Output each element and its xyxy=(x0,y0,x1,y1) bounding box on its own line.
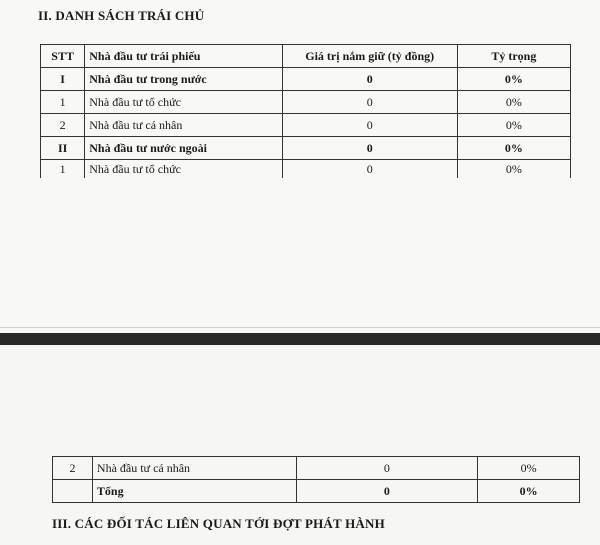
row-stt: 2 xyxy=(41,114,85,137)
row-value: 0 xyxy=(296,457,478,480)
row-share: 0% xyxy=(457,91,570,114)
row-investor: Nhà đầu tư cá nhân xyxy=(85,114,283,137)
row-stt xyxy=(53,480,93,503)
row-value: 0 xyxy=(282,137,457,160)
row-investor: Nhà đầu tư nước ngoài xyxy=(85,137,283,160)
table-row xyxy=(41,68,571,91)
header-stt: STT xyxy=(41,45,85,68)
header-value: Giá trị nắm giữ (tỷ đồng) xyxy=(282,45,457,68)
row-value: 0 xyxy=(282,91,457,114)
row-value: 0 xyxy=(282,68,457,91)
row-share: 0% xyxy=(457,114,570,137)
row-investor: Nhà đầu tư tổ chức xyxy=(85,91,283,114)
table-row xyxy=(41,137,571,160)
row-investor: Nhà đầu tư tổ chức xyxy=(85,160,283,179)
table-row xyxy=(41,114,571,137)
page-edge-line xyxy=(0,327,600,328)
row-share: 0% xyxy=(457,137,570,160)
row-value: 0 xyxy=(282,160,457,179)
row-investor: Tổng xyxy=(92,480,296,503)
row-stt: II xyxy=(41,137,85,160)
row-share: 0% xyxy=(478,457,580,480)
row-share: 0% xyxy=(457,160,570,179)
row-stt: I xyxy=(41,68,85,91)
page-break-band xyxy=(0,333,600,345)
table-row xyxy=(53,457,580,480)
section-ii-heading: II. DANH SÁCH TRÁI CHỦ xyxy=(38,8,205,23)
table-row-total xyxy=(53,480,580,503)
header-investor: Nhà đầu tư trái phiếu xyxy=(85,45,283,68)
row-stt: 2 xyxy=(53,457,93,480)
page-bottom xyxy=(0,345,600,545)
row-share: 0% xyxy=(457,68,570,91)
row-share: 0% xyxy=(478,480,580,503)
row-stt: 1 xyxy=(41,91,85,114)
bondholder-table-top xyxy=(40,44,571,178)
row-investor: Nhà đầu tư trong nước xyxy=(85,68,283,91)
table-row xyxy=(41,91,571,114)
bondholder-table-bottom xyxy=(52,456,580,503)
row-value: 0 xyxy=(296,480,478,503)
row-investor: Nhà đầu tư cá nhân xyxy=(92,457,296,480)
table-header-row xyxy=(41,45,571,68)
row-value: 0 xyxy=(282,114,457,137)
header-share: Tỷ trọng xyxy=(457,45,570,68)
row-stt: 1 xyxy=(41,160,85,179)
section-iii-heading: III. CÁC ĐỐI TÁC LIÊN QUAN TỚI ĐỢT PHÁT HÀNH xyxy=(52,516,385,531)
table-row xyxy=(41,160,571,179)
